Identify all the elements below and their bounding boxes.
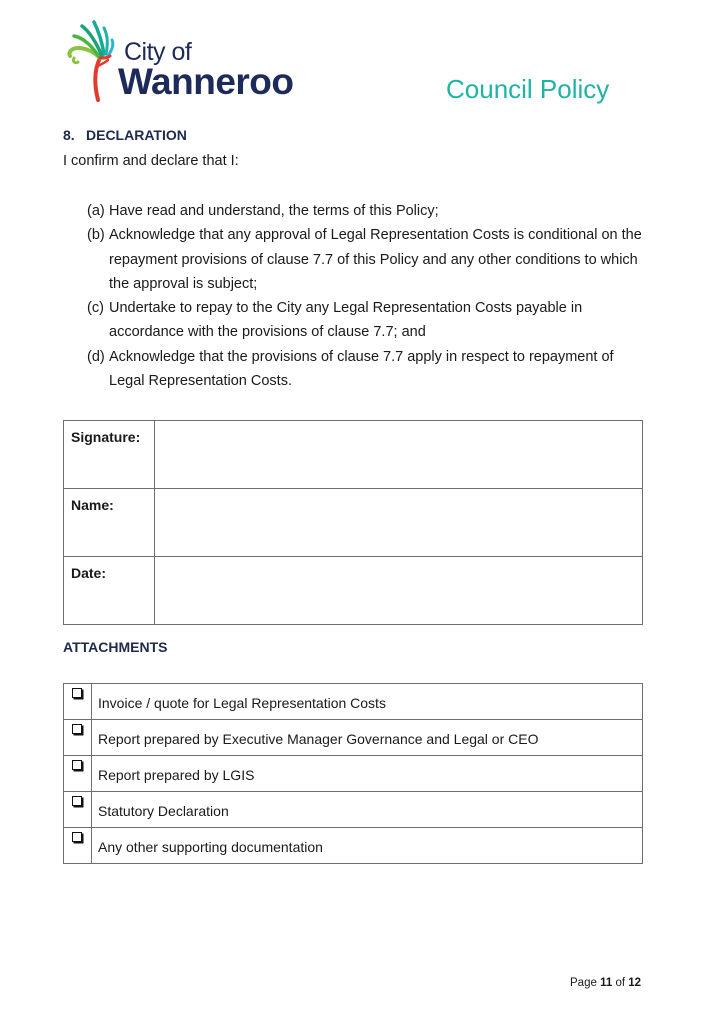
attachment-item: Report prepared by Executive Manager Governance and Legal or CEO xyxy=(92,720,643,756)
table-row xyxy=(64,557,643,625)
section-heading xyxy=(63,127,187,143)
signature-label: Signature: xyxy=(64,421,155,489)
checkbox-cell xyxy=(64,684,92,720)
table-row xyxy=(64,792,643,828)
clause-text: Undertake to repay to the City any Legal Representation Costs payable in accordance with the provisions of clause 7.7; and xyxy=(109,300,583,341)
clause-text: Have read and understand, the terms of this Policy; xyxy=(109,203,439,219)
attachment-item: Statutory Declaration xyxy=(92,792,643,828)
clause-item xyxy=(87,223,647,296)
attachments-heading: ATTACHMENTS xyxy=(63,639,168,655)
declaration-intro: I confirm and declare that I: xyxy=(63,153,239,169)
document-type-title: Council Policy xyxy=(446,74,610,104)
checkbox-icon[interactable] xyxy=(72,688,82,698)
attachment-item: Report prepared by LGIS xyxy=(92,756,643,792)
checkbox-icon[interactable] xyxy=(72,760,82,770)
clause-text: Acknowledge that any approval of Legal Representation Costs is conditional on the repayment provisions of clause 7.7 of this Policy and any other conditions to which the approval is subject; xyxy=(109,227,642,292)
clause-item xyxy=(87,345,647,394)
date-field[interactable] xyxy=(155,557,643,625)
checkbox-icon[interactable] xyxy=(72,832,82,842)
section-number: 8. xyxy=(63,127,75,143)
kangaroo-paw-logo-icon xyxy=(64,18,124,102)
logo-text-wanneroo: Wanneroo xyxy=(118,61,294,102)
attachment-item: Any other supporting documentation xyxy=(92,828,643,864)
name-label: Name: xyxy=(64,489,155,557)
table-row xyxy=(64,421,643,489)
declaration-clause-list xyxy=(87,199,647,393)
page-prefix: Page xyxy=(570,977,597,989)
checkbox-cell xyxy=(64,828,92,864)
page-sep: of xyxy=(615,977,626,989)
attachment-item: Invoice / quote for Legal Representation Costs xyxy=(92,684,643,720)
clause-label: (b) xyxy=(87,227,105,244)
checkbox-cell xyxy=(64,720,92,756)
table-row xyxy=(64,828,643,864)
clause-item xyxy=(87,199,647,223)
city-of-wanneroo-logo xyxy=(64,18,294,102)
section-title: DECLARATION xyxy=(86,127,187,143)
table-row xyxy=(64,720,643,756)
checkbox-cell xyxy=(64,756,92,792)
page-number xyxy=(570,977,641,989)
clause-item xyxy=(87,296,647,345)
clause-text: Acknowledge that the provisions of clause 7.7 apply in respect to repayment of Legal Representation Costs. xyxy=(109,348,614,390)
page-total: 12 xyxy=(628,977,642,989)
clause-label: (d) xyxy=(87,348,105,365)
checkbox-icon[interactable] xyxy=(72,724,82,734)
logo-text-city-of: City of xyxy=(124,38,192,66)
clause-label: (a) xyxy=(87,203,105,219)
clause-label: (c) xyxy=(87,300,104,317)
name-field[interactable] xyxy=(155,489,643,557)
page-current: 11 xyxy=(600,977,613,989)
attachments-table xyxy=(63,683,643,864)
checkbox-cell xyxy=(64,792,92,828)
signature-table xyxy=(63,420,643,625)
table-row xyxy=(64,489,643,557)
signature-field[interactable] xyxy=(155,421,643,489)
date-label: Date: xyxy=(64,557,155,625)
table-row xyxy=(64,684,643,720)
checkbox-icon[interactable] xyxy=(72,796,82,806)
table-row xyxy=(64,756,643,792)
